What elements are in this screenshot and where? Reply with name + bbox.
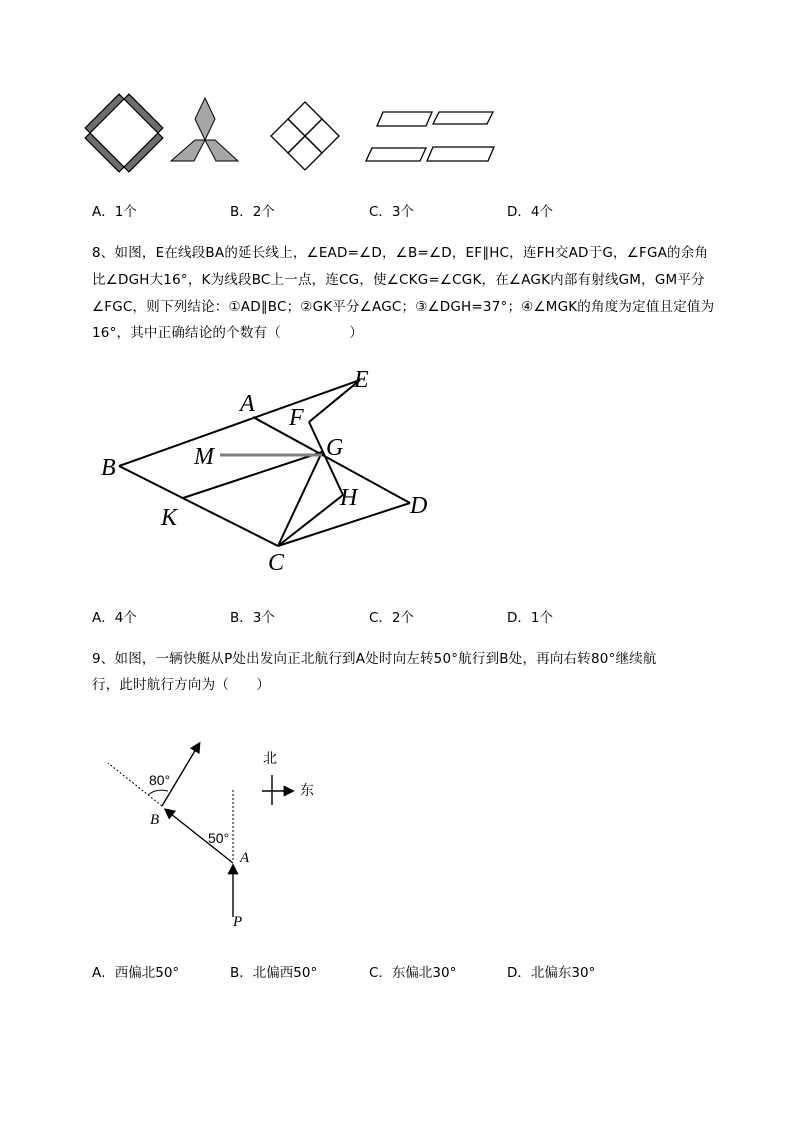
q9-north-label: 北 — [263, 751, 277, 767]
q8-label-h: H — [340, 485, 358, 511]
q9-option-a: A．西偏北50° — [92, 965, 180, 981]
q9-option-b: B．北偏西50° — [230, 965, 318, 981]
q8-option-c: C．2个 — [369, 610, 415, 626]
q7-option-d: D．4个 — [507, 204, 553, 220]
q8-label-g: G — [326, 435, 344, 461]
q9-angle-80-label: 80° — [149, 772, 171, 788]
q8-label-m: M — [194, 444, 214, 470]
q8-label-f: F — [289, 405, 304, 431]
q9-stem-line-1: 9、如图，一辆快艇从P处出发向正北航行到A处时向左转50°航行到B处，再向右转80°继续航 — [92, 651, 657, 667]
q8-stem-line-4: 16°，其中正确结论的个数有（ ） — [92, 325, 364, 341]
q8-label-c: C — [268, 550, 285, 576]
q9-label-a: A — [240, 850, 250, 866]
q8-stem-line-2: 比∠DGH大16°，K为线段BC上一点，连CG，使∠CKG=∠CGK，在∠AGK内部有射线GM，GM平分 — [92, 272, 705, 288]
q9-east-label: 东 — [300, 783, 314, 799]
q9-angle-50-label: 50° — [208, 830, 230, 846]
q8-stem-line-3: ∠FGC，则下列结论：①AD∥BC；②GK平分∠AGC；③∠DGH=37°；④∠MGK的角度为定值且定值为 — [92, 299, 715, 315]
q9-stem-line-2: 行，此时航行方向为（ ） — [92, 677, 271, 693]
q7-option-c: C．3个 — [369, 204, 415, 220]
q9-label-b: B — [150, 812, 160, 828]
q8-label-k: K — [161, 505, 178, 531]
q8-label-b: B — [101, 455, 116, 481]
q9-option-d: D．北偏东30° — [507, 965, 596, 981]
q8-label-a: A — [240, 391, 255, 417]
q8-option-b: B．3个 — [230, 610, 275, 626]
q8-stem-line-1: 8、如图，E在线段BA的延长线上，∠EAD=∠D，∠B=∠D，EF∥HC，连FH交AD于G，∠FGA的余角 — [92, 245, 709, 261]
q7-option-b: B．2个 — [230, 204, 275, 220]
q8-label-e: E — [354, 367, 369, 393]
q8-option-a: A．4个 — [92, 610, 137, 626]
q7-option-a: A．1个 — [92, 204, 137, 220]
q9-option-c: C．东偏北30° — [369, 965, 457, 981]
q8-option-d: D．1个 — [507, 610, 553, 626]
q9-navigation-figure — [0, 700, 794, 940]
q8-label-d: D — [410, 493, 428, 519]
q9-label-p: P — [233, 914, 243, 930]
